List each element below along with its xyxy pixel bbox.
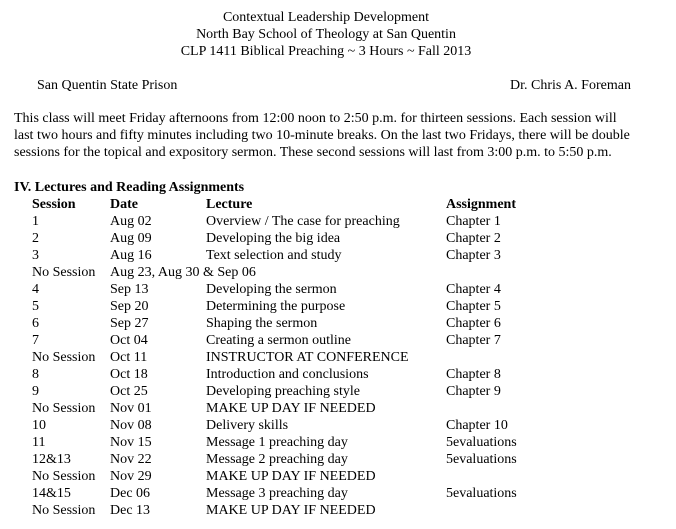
cell-lecture: Message 1 preaching day xyxy=(206,435,348,450)
schedule-table xyxy=(32,196,592,519)
table-row xyxy=(32,281,592,298)
cell-date: Oct 18 xyxy=(110,367,148,382)
instructor-name: Dr. Chris A. Foreman xyxy=(510,78,631,93)
section-title: IV. Lectures and Reading Assignments xyxy=(14,180,245,195)
table-row xyxy=(32,417,592,434)
cell-assignment xyxy=(446,400,592,417)
cell-date: Oct 25 xyxy=(110,384,148,399)
intro-line: last two hours and fifty minutes including two 10-minute breaks. On the last two Fridays, there will be double xyxy=(14,128,630,143)
intro-paragraph xyxy=(14,110,664,161)
cell-assignment xyxy=(446,468,592,485)
cell-date: Aug 23, Aug 30 & Sep 06 xyxy=(110,265,256,280)
cell-assignment: Chapter 3 xyxy=(446,248,501,263)
cell-assignment: Chapter 7 xyxy=(446,333,501,348)
table-row xyxy=(32,213,592,230)
cell-session: No Session xyxy=(32,401,96,416)
table-header-row xyxy=(32,196,592,213)
table-row xyxy=(32,264,592,281)
cell-session: 7 xyxy=(32,333,39,348)
cell-assignment xyxy=(446,264,592,281)
table-row xyxy=(32,383,592,400)
cell-assignment: Chapter 8 xyxy=(446,367,501,382)
cell-session: 14&15 xyxy=(32,486,71,501)
cell-lecture: MAKE UP DAY IF NEEDED xyxy=(206,401,376,416)
column-header-lecture: Lecture xyxy=(206,197,253,212)
course-title: CLP 1411 Biblical Preaching ~ 3 Hours ~ Fall 2013 xyxy=(180,44,472,59)
column-header-assignment: Assignment xyxy=(446,197,517,212)
cell-session: 8 xyxy=(32,367,39,382)
cell-lecture: INSTRUCTOR AT CONFERENCE xyxy=(206,350,409,365)
cell-session: 5 xyxy=(32,299,39,314)
cell-assignment: Chapter 10 xyxy=(446,418,508,433)
table-row xyxy=(32,468,592,485)
cell-lecture: Delivery skills xyxy=(206,418,289,433)
table-row xyxy=(32,451,592,468)
cell-date: Nov 29 xyxy=(110,469,152,484)
table-row xyxy=(32,230,592,247)
schedule-rows xyxy=(32,213,592,519)
table-row xyxy=(32,485,592,502)
cell-date: Aug 16 xyxy=(110,248,152,263)
table-row xyxy=(32,247,592,264)
cell-date: Nov 22 xyxy=(110,452,152,467)
program-title: Contextual Leadership Development xyxy=(222,10,430,25)
document-header xyxy=(0,9,652,60)
cell-session: 10 xyxy=(32,418,46,433)
cell-assignment: Chapter 6 xyxy=(446,316,501,331)
cell-session: 12&13 xyxy=(32,452,71,467)
cell-session: No Session xyxy=(32,265,96,280)
table-row xyxy=(32,366,592,383)
cell-session: 2 xyxy=(32,231,39,246)
cell-lecture: Determining the purpose xyxy=(206,299,346,314)
column-header-session: Session xyxy=(32,197,76,212)
cell-session: No Session xyxy=(32,469,96,484)
table-row xyxy=(32,502,592,519)
column-header-date: Date xyxy=(110,197,138,212)
cell-session: 4 xyxy=(32,282,39,297)
cell-assignment xyxy=(446,349,592,366)
location: San Quentin State Prison xyxy=(37,78,178,93)
cell-session: No Session xyxy=(32,503,96,518)
cell-lecture: MAKE UP DAY IF NEEDED xyxy=(206,469,376,484)
cell-session: No Session xyxy=(32,350,96,365)
cell-assignment: Chapter 9 xyxy=(446,384,501,399)
table-row xyxy=(32,400,592,417)
cell-lecture: Text selection and study xyxy=(206,248,342,263)
cell-date: Sep 13 xyxy=(110,282,149,297)
cell-date: Sep 20 xyxy=(110,299,149,314)
cell-date: Oct 11 xyxy=(110,350,148,365)
table-row xyxy=(32,434,592,451)
cell-lecture: Introduction and conclusions xyxy=(206,367,369,382)
cell-session: 6 xyxy=(32,316,39,331)
cell-lecture: Creating a sermon outline xyxy=(206,333,352,348)
cell-assignment: 5evaluations xyxy=(446,486,517,501)
cell-lecture: Developing preaching style xyxy=(206,384,360,399)
cell-date: Sep 27 xyxy=(110,316,149,331)
intro-line: This class will meet Friday afternoons from 12:00 noon to 2:50 p.m. for thirteen sessions. Each session will xyxy=(14,111,617,126)
table-row xyxy=(32,332,592,349)
cell-date: Oct 04 xyxy=(110,333,148,348)
cell-assignment: Chapter 2 xyxy=(446,231,501,246)
cell-assignment: 5evaluations xyxy=(446,435,517,450)
cell-session: 1 xyxy=(32,214,39,229)
cell-date: Aug 09 xyxy=(110,231,152,246)
cell-lecture: Developing the big idea xyxy=(206,231,341,246)
cell-date: Dec 06 xyxy=(110,486,151,501)
cell-date: Nov 08 xyxy=(110,418,152,433)
cell-lecture: MAKE UP DAY IF NEEDED xyxy=(206,503,376,518)
cell-date: Nov 01 xyxy=(110,401,152,416)
cell-lecture: Message 2 preaching day xyxy=(206,452,348,467)
cell-date: Aug 02 xyxy=(110,214,152,229)
cell-assignment: Chapter 5 xyxy=(446,299,501,314)
school-name: North Bay School of Theology at San Quentin xyxy=(196,27,456,42)
cell-session: 3 xyxy=(32,248,39,263)
cell-assignment: 5evaluations xyxy=(446,452,517,467)
cell-session: 11 xyxy=(32,435,46,450)
intro-line: sessions for the topical and expository sermon. These second sessions will last from 3:00 p.m. to 5:50 p.m. xyxy=(14,145,612,160)
table-row xyxy=(32,298,592,315)
cell-assignment: Chapter 1 xyxy=(446,214,501,229)
cell-lecture: Overview / The case for preaching xyxy=(206,214,400,229)
cell-session: 9 xyxy=(32,384,39,399)
cell-date: Nov 15 xyxy=(110,435,152,450)
cell-assignment: Chapter 4 xyxy=(446,282,501,297)
cell-lecture: Developing the sermon xyxy=(206,282,337,297)
cell-assignment xyxy=(446,502,592,519)
table-row xyxy=(32,349,592,366)
cell-lecture: Shaping the sermon xyxy=(206,316,318,331)
table-row xyxy=(32,315,592,332)
cell-date: Dec 13 xyxy=(110,503,151,518)
cell-lecture: Message 3 preaching day xyxy=(206,486,348,501)
